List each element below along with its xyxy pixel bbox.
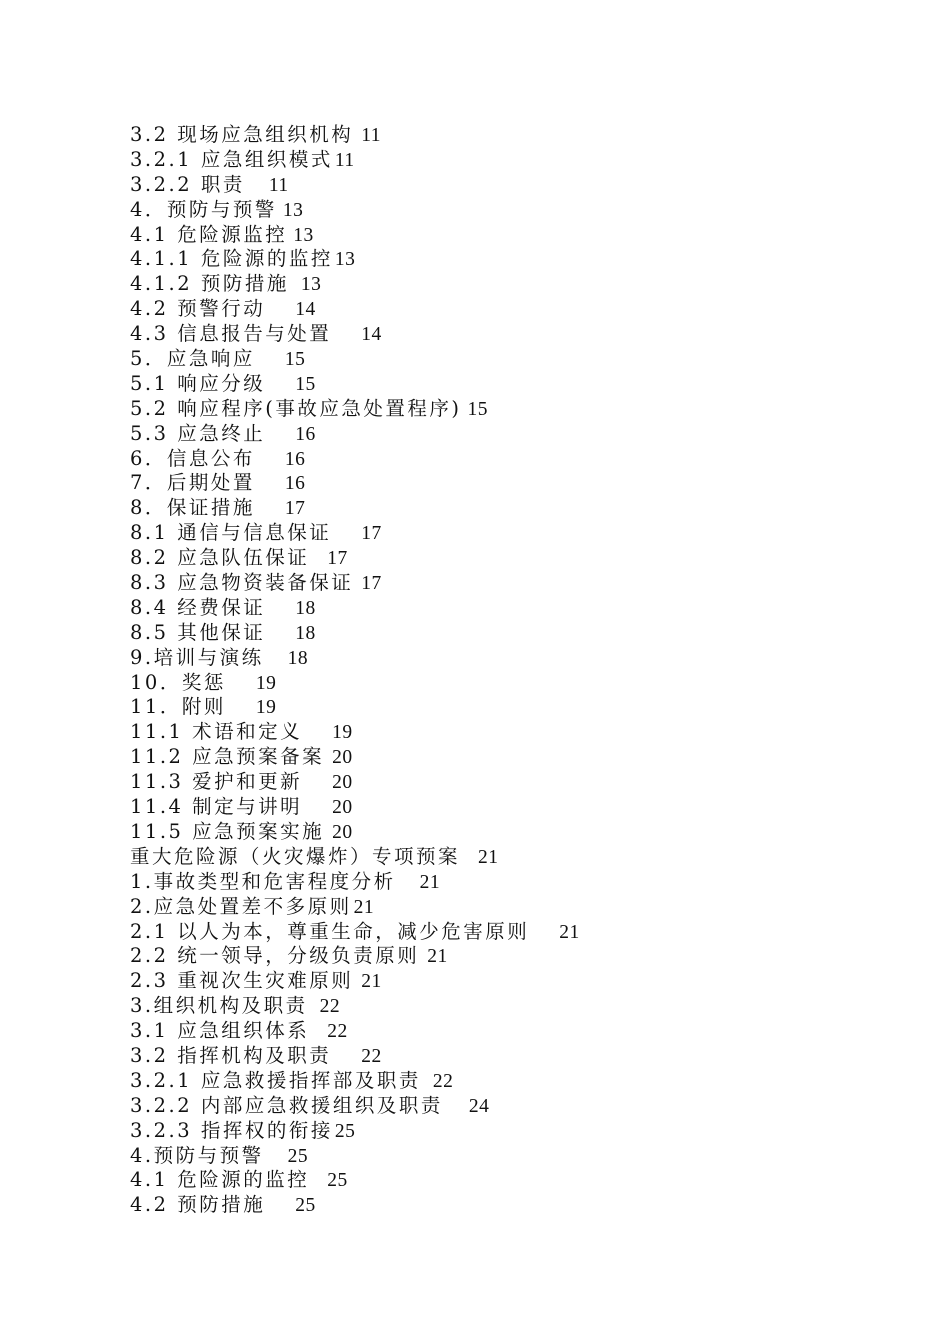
toc-entry <box>130 845 890 870</box>
toc-entry-page: 17 <box>361 523 382 545</box>
toc-entry-title: 3.2.3 指挥权的衔接 <box>130 1118 333 1142</box>
toc-entry-title: 11.5 应急预案实施 <box>130 819 325 843</box>
toc-entry-title: 3.2 指挥机构及职责 <box>130 1043 332 1067</box>
toc-entry-page: 22 <box>361 1045 382 1067</box>
toc-entry-title: 4.1.1 危险源的监控 <box>130 247 333 271</box>
toc-entry-title: 4.1 危险源监控 <box>130 222 288 246</box>
toc-entry-title: 4.3 信息报告与处置 <box>130 322 332 346</box>
toc-entry <box>130 148 890 173</box>
toc-entry-title: 5.1 响应分级 <box>130 371 266 395</box>
toc-entry-title: 2.1 以人为本，尊重生命，减少危害原则 <box>130 919 530 943</box>
toc-entry-page: 21 <box>361 971 382 993</box>
toc-entry <box>130 820 890 845</box>
toc-entry <box>130 795 890 820</box>
toc-entry-page: 20 <box>332 821 353 843</box>
toc-entry-title: 1.事故类型和危害程度分析 <box>130 869 396 893</box>
toc-entry <box>130 322 890 347</box>
toc-entry <box>130 123 890 148</box>
toc-entry-page: 24 <box>468 1095 490 1117</box>
toc-entry-title: 4．预防与预警 <box>130 197 277 221</box>
toc-entry <box>130 621 890 646</box>
toc-entry <box>130 347 890 372</box>
toc-entry-page: 13 <box>293 224 314 246</box>
toc-entry-page: 20 <box>332 747 353 769</box>
toc-entry <box>130 372 890 397</box>
toc-entry-page: 15 <box>295 373 316 395</box>
toc-entry-page: 19 <box>332 722 353 744</box>
toc-entry-page: 21 <box>353 896 375 918</box>
toc-entry-page: 19 <box>255 697 277 719</box>
toc-entry-page: 11 <box>268 174 289 196</box>
toc-entry <box>130 870 890 895</box>
toc-entry-title: 11.2 应急预案备案 <box>130 745 325 769</box>
toc-entry-title: 6．信息公布 <box>130 446 255 470</box>
toc-entry-page: 22 <box>319 996 341 1018</box>
toc-entry <box>130 521 890 546</box>
toc-entry <box>130 297 890 322</box>
toc-entry <box>130 471 890 496</box>
toc-entry-page: 14 <box>361 324 382 346</box>
toc-entry <box>130 447 890 472</box>
toc-entry-title: 11.3 爱护和更新 <box>130 770 303 794</box>
toc-entry <box>130 272 890 297</box>
toc-entry-page: 16 <box>284 473 306 495</box>
toc-entry <box>130 397 890 422</box>
toc-entry-page: 20 <box>332 772 353 794</box>
toc-entry <box>130 895 890 920</box>
toc-entry <box>130 944 890 969</box>
toc-entry-title: 8.1 通信与信息保证 <box>130 521 332 545</box>
toc-entry <box>130 247 890 272</box>
toc-entry-title: 3.2.1 应急救援指挥部及职责 <box>130 1068 421 1092</box>
toc-entry <box>130 422 890 447</box>
toc-entry-title: 10．奖惩 <box>130 670 226 694</box>
toc-entry-page: 18 <box>287 647 309 669</box>
toc-entry <box>130 1094 890 1119</box>
toc-entry <box>130 671 890 696</box>
toc-entry-page: 13 <box>282 199 304 221</box>
toc-entry <box>130 1119 890 1144</box>
toc-entry-title: 3.2.2 职责 <box>130 172 245 196</box>
toc-entry-title: 3.2 现场应急组织机构 <box>130 123 354 146</box>
toc-entry <box>130 223 890 248</box>
table-of-contents <box>130 123 890 1218</box>
toc-entry-title: 8.5 其他保证 <box>130 620 266 644</box>
toc-entry <box>130 173 890 198</box>
toc-entry-title: 8.3 应急物资装备保证 <box>130 571 354 595</box>
toc-entry-title: 2.3 重视次生灾难原则 <box>130 969 354 993</box>
toc-entry <box>130 646 890 671</box>
toc-entry-title: 11．附则 <box>130 695 226 719</box>
toc-entry <box>130 720 890 745</box>
toc-entry-title: 3.1 应急组织体系 <box>130 1019 310 1043</box>
toc-entry <box>130 969 890 994</box>
toc-entry-page: 11 <box>334 149 355 171</box>
toc-entry-page: 25 <box>287 1145 309 1167</box>
toc-entry-page: 21 <box>419 871 441 893</box>
toc-entry-page: 16 <box>295 423 316 445</box>
toc-entry-title: 2.应急处置差不多原则 <box>130 894 352 918</box>
toc-entry-page: 21 <box>559 921 580 943</box>
toc-entry <box>130 920 890 945</box>
toc-entry-title: 11.4 制定与讲明 <box>130 795 303 819</box>
toc-entry-title: 8.2 应急队伍保证 <box>130 546 310 570</box>
toc-entry <box>130 496 890 521</box>
toc-entry-title: 5．应急响应 <box>130 347 255 371</box>
toc-entry-page: 22 <box>327 1021 348 1043</box>
toc-entry-page: 22 <box>432 1070 454 1092</box>
toc-entry <box>130 571 890 596</box>
toc-entry-page: 21 <box>478 846 499 868</box>
toc-entry-page: 15 <box>284 349 306 371</box>
toc-entry-page: 19 <box>255 672 277 694</box>
toc-entry-page: 25 <box>327 1170 348 1192</box>
toc-entry-page: 18 <box>295 622 316 644</box>
toc-entry-title: 3.2.1 应急组织模式 <box>130 147 333 171</box>
toc-entry <box>130 1193 890 1218</box>
toc-entry-title: 11.1 术语和定义 <box>130 720 303 744</box>
toc-entry-title: 5.2 响应程序(事故应急处置程序) <box>130 396 462 420</box>
toc-entry-title: 8．保证措施 <box>130 496 255 520</box>
toc-entry <box>130 1144 890 1169</box>
toc-entry <box>130 994 890 1019</box>
toc-entry <box>130 198 890 223</box>
toc-entry-title: 4.2 预防措施 <box>130 1193 266 1217</box>
toc-entry-title: 3.组织机构及职责 <box>130 994 308 1018</box>
toc-entry-page: 16 <box>284 448 306 470</box>
toc-entry <box>130 1168 890 1193</box>
toc-entry-page: 21 <box>427 946 448 968</box>
toc-entry-page: 25 <box>334 1120 356 1142</box>
toc-entry-title: 4.2 预警行动 <box>130 297 266 321</box>
toc-entry-page: 11 <box>361 125 381 146</box>
toc-entry-page: 15 <box>467 398 488 420</box>
toc-entry-title: 4.1 危险源的监控 <box>130 1168 310 1192</box>
toc-entry-page: 13 <box>300 274 322 296</box>
toc-entry-page: 17 <box>327 548 348 570</box>
toc-entry-page: 25 <box>295 1195 316 1217</box>
toc-entry-page: 18 <box>295 597 316 619</box>
toc-entry-title: 2.2 统一领导，分级负责原则 <box>130 944 420 968</box>
toc-entry-title: 5.3 应急终止 <box>130 421 266 445</box>
toc-entry-title: 8.4 经费保证 <box>130 595 266 619</box>
toc-entry-title: 重大危险源（火灾爆炸）专项预案 <box>130 844 461 868</box>
toc-entry <box>130 695 890 720</box>
toc-entry-page: 17 <box>361 573 382 595</box>
toc-entry-page: 17 <box>284 498 306 520</box>
toc-entry-title: 4.1.2 预防措施 <box>130 272 289 296</box>
toc-entry-page: 13 <box>334 249 356 271</box>
toc-entry <box>130 1044 890 1069</box>
toc-entry <box>130 1019 890 1044</box>
toc-entry-page: 14 <box>295 299 316 321</box>
toc-entry-title: 7．后期处置 <box>130 471 255 495</box>
toc-entry-title: 9.培训与演练 <box>130 645 264 669</box>
toc-entry <box>130 745 890 770</box>
toc-entry-title: 4.预防与预警 <box>130 1143 264 1167</box>
toc-entry-title: 3.2.2 内部应急救援组织及职责 <box>130 1093 443 1117</box>
toc-entry-page: 20 <box>332 797 353 819</box>
toc-entry <box>130 596 890 621</box>
toc-entry <box>130 770 890 795</box>
toc-entry <box>130 1069 890 1094</box>
toc-entry <box>130 546 890 571</box>
